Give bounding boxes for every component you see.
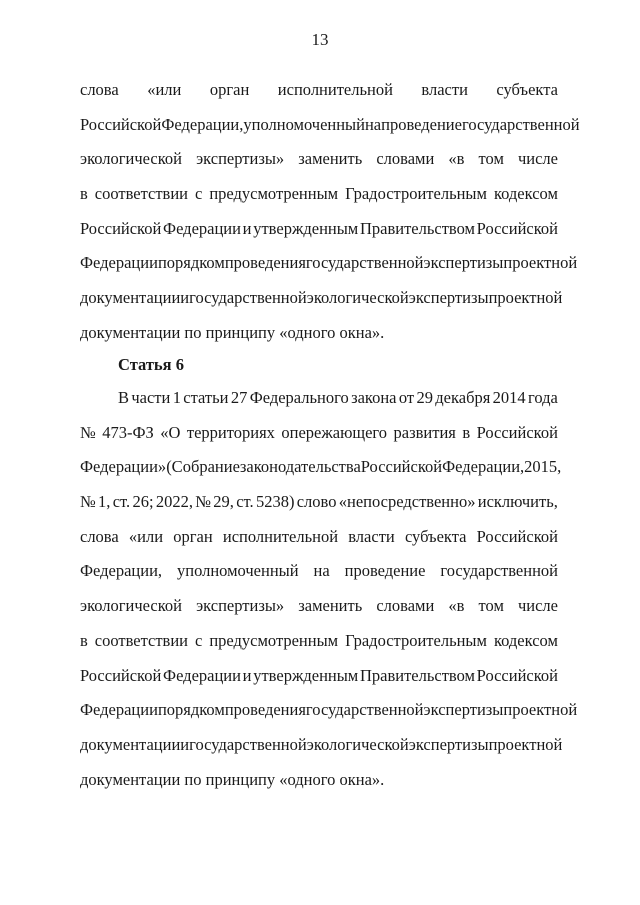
text-line	[80, 631, 558, 666]
word: Федерации	[80, 253, 158, 273]
word: «О	[160, 422, 181, 442]
word: заменить	[298, 149, 363, 169]
word: проектной	[503, 700, 578, 720]
word: соответствии	[94, 630, 189, 650]
word: Российской	[476, 218, 558, 238]
text-line	[80, 184, 558, 219]
word: словами	[376, 149, 435, 169]
article-heading: Статья 6	[118, 355, 184, 374]
word: закона	[351, 388, 397, 407]
word: проведение	[381, 114, 462, 134]
word: государственной	[461, 114, 580, 134]
word: документации	[80, 769, 185, 789]
word: проведения	[224, 253, 306, 273]
word: 5238)	[255, 492, 295, 512]
word: уполномоченный	[243, 114, 365, 134]
word: проектной	[488, 734, 563, 754]
word: соответствии	[94, 184, 189, 204]
word: проведение	[344, 561, 426, 581]
word: территориях	[186, 422, 275, 442]
word: орган	[209, 80, 250, 99]
word: Российской	[476, 422, 558, 442]
word: Российской	[80, 665, 162, 685]
word: по	[184, 769, 206, 789]
word: государственной	[305, 700, 424, 720]
word: проектной	[503, 253, 578, 273]
word: порядком	[157, 700, 225, 720]
word: 2015,	[524, 457, 562, 477]
word: документации	[80, 322, 185, 342]
word: заменить	[298, 596, 363, 616]
word: Федерации	[80, 700, 158, 720]
word: опережающего	[281, 422, 388, 442]
word: от	[398, 388, 415, 407]
word: Российской	[80, 218, 162, 238]
word: слова	[80, 80, 119, 99]
word: №	[80, 422, 96, 442]
word: «одного	[279, 769, 340, 789]
word: Российской	[360, 457, 443, 477]
word: Российской	[80, 114, 162, 134]
word: экологической	[80, 149, 182, 169]
word: Российской	[476, 665, 558, 685]
word: порядком	[157, 253, 225, 273]
word: Правительством	[359, 218, 475, 238]
word: (Собрание	[166, 457, 240, 477]
text-line	[80, 80, 558, 115]
word: орган	[173, 526, 213, 546]
text-line	[80, 288, 563, 323]
word: утвержденным	[253, 218, 359, 238]
word: на	[313, 561, 330, 581]
word: экспертизы»	[196, 596, 285, 616]
word: и	[180, 734, 190, 754]
word: 473-ФЗ	[102, 422, 154, 442]
word: исключить,	[477, 492, 558, 512]
word: экспертизы	[408, 734, 489, 754]
word: по	[184, 322, 206, 342]
word: на	[364, 114, 382, 134]
word: государственной	[189, 734, 307, 754]
word: 2014	[492, 388, 526, 407]
word: слова	[80, 526, 119, 546]
word: 1,	[98, 492, 111, 512]
word: Федерации,	[442, 457, 525, 477]
word: документации	[80, 734, 181, 754]
word: предусмотренным	[209, 630, 339, 650]
text-line	[80, 149, 558, 184]
word: субъекта	[496, 80, 558, 99]
word: «непосредственно»	[338, 492, 476, 512]
word: принципу	[205, 769, 280, 789]
text-line	[80, 666, 558, 701]
word: 2022,	[155, 492, 193, 512]
word: Градостроительным	[345, 184, 487, 204]
word: законодательства	[239, 457, 361, 477]
text-line	[80, 734, 563, 770]
paragraph-article-6	[80, 388, 578, 804]
word: «в	[448, 596, 465, 616]
text-line	[80, 323, 558, 358]
text-line	[80, 492, 558, 527]
word: Градостроительным	[345, 630, 487, 650]
text-line	[80, 423, 558, 458]
word: части	[131, 388, 171, 407]
word: уполномоченный	[177, 561, 299, 581]
word: 1	[172, 388, 181, 407]
word: экологической	[306, 288, 409, 308]
word: Федерации,	[161, 114, 244, 134]
word: с	[195, 630, 203, 650]
word: экологической	[306, 734, 409, 754]
word: окна».	[339, 322, 385, 342]
word: слово	[296, 492, 337, 512]
word: Федерации,	[80, 561, 163, 581]
paragraph-amendment-1	[80, 80, 580, 358]
word: с	[195, 184, 203, 204]
word: экологической	[80, 596, 182, 616]
text-line	[80, 457, 562, 492]
word: и	[242, 665, 252, 685]
word: экспертизы	[423, 700, 504, 720]
word: Федерации»	[80, 457, 167, 477]
word: статьи	[183, 388, 229, 407]
word: «или	[128, 526, 164, 546]
word: проведения	[224, 700, 306, 720]
word: в	[80, 630, 88, 650]
word: ст.	[236, 492, 254, 512]
word: года	[528, 388, 558, 407]
page-number: 13	[311, 30, 329, 49]
word: и	[180, 288, 190, 308]
word: ст.	[112, 492, 131, 512]
word: №	[80, 492, 96, 512]
text-line	[80, 770, 558, 805]
word: и	[242, 218, 252, 238]
word: том	[478, 596, 504, 616]
word: Федерации	[163, 218, 241, 238]
word: власти	[421, 80, 468, 99]
word: Федерации	[163, 665, 241, 685]
word: государственной	[305, 253, 424, 273]
word: документации	[80, 288, 181, 308]
word: исполнительной	[222, 526, 339, 546]
word: проектной	[488, 288, 563, 308]
word: словами	[376, 596, 435, 616]
text-line	[80, 527, 558, 562]
word: кодексом	[493, 184, 558, 204]
word: утвержденным	[253, 665, 359, 685]
word: кодексом	[493, 630, 558, 650]
word: 29,	[213, 492, 234, 512]
word: №	[195, 492, 211, 512]
text-line	[80, 561, 558, 596]
word: экспертизы	[423, 253, 504, 273]
text-line	[80, 388, 558, 423]
word: 27	[230, 388, 248, 407]
word: власти	[348, 526, 395, 546]
word: «в	[448, 149, 465, 169]
word: развития	[393, 422, 456, 442]
word: окна».	[339, 769, 385, 789]
word: «одного	[279, 322, 340, 342]
text-line	[80, 596, 558, 631]
word: числе	[517, 149, 558, 169]
word: государственной	[189, 288, 307, 308]
word: 29	[416, 388, 433, 407]
word: числе	[517, 596, 558, 616]
text-line	[80, 253, 578, 288]
word: «или	[147, 80, 182, 99]
text-line	[80, 219, 558, 254]
text-line	[80, 700, 578, 735]
word: экспертизы	[408, 288, 489, 308]
word: 26;	[132, 492, 154, 512]
word: предусмотренным	[209, 184, 339, 204]
word: принципу	[205, 322, 280, 342]
word: в	[80, 184, 88, 204]
word: государственной	[440, 561, 558, 581]
word: том	[478, 149, 504, 169]
word: в	[462, 422, 471, 442]
word: исполнительной	[277, 80, 393, 99]
word: В	[118, 388, 130, 407]
word: субъекта	[404, 526, 467, 546]
word: декабря	[435, 388, 491, 407]
word: Правительством	[359, 665, 475, 685]
word: Российской	[476, 526, 558, 546]
text-line	[80, 114, 580, 150]
word: Федерального	[249, 388, 349, 407]
word: экспертизы»	[196, 149, 285, 169]
